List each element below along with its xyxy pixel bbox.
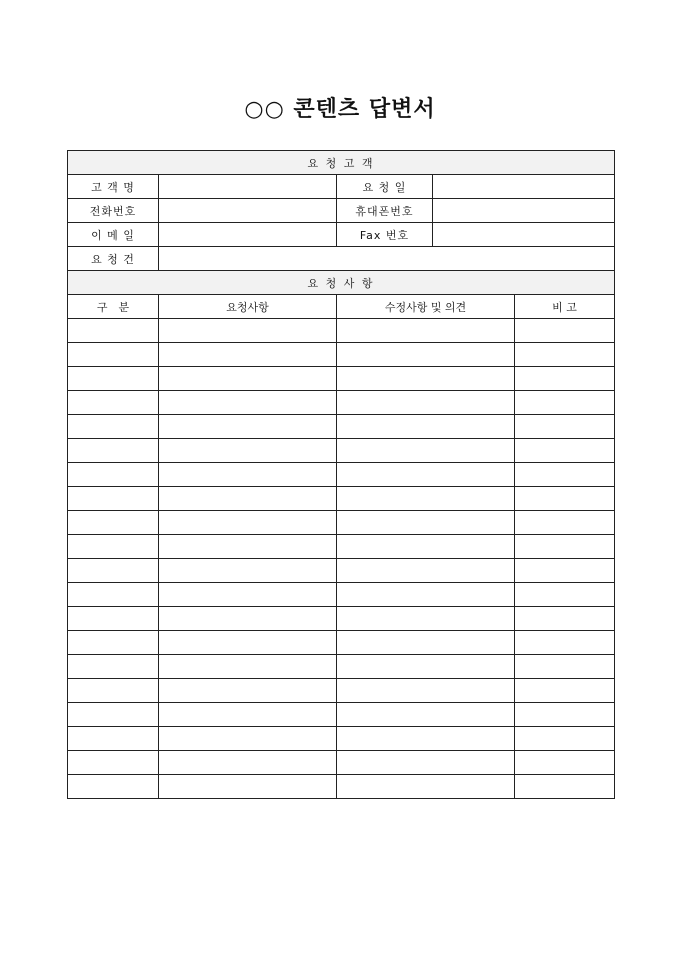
request-details-cell[interactable] [159, 439, 337, 463]
table-row [68, 583, 615, 607]
request-item-field[interactable] [159, 247, 615, 271]
table-row [68, 559, 615, 583]
request-details-cell[interactable] [159, 343, 337, 367]
category-cell[interactable] [68, 343, 159, 367]
request-details-cell[interactable] [159, 511, 337, 535]
table-row [68, 415, 615, 439]
remarks-cell[interactable] [515, 751, 615, 775]
category-cell[interactable] [68, 583, 159, 607]
request-details-cell[interactable] [159, 607, 337, 631]
category-cell[interactable] [68, 439, 159, 463]
request-columns-row [68, 295, 615, 319]
remarks-cell[interactable] [515, 343, 615, 367]
customer-section-header: 요 청 고 객 [68, 151, 615, 175]
table-row [68, 439, 615, 463]
table-row [68, 775, 615, 799]
remarks-cell[interactable] [515, 463, 615, 487]
remarks-cell[interactable] [515, 631, 615, 655]
category-cell[interactable] [68, 511, 159, 535]
request-details-cell[interactable] [159, 391, 337, 415]
revision-opinion-cell[interactable] [337, 727, 515, 751]
request-details-cell[interactable] [159, 775, 337, 799]
remarks-cell[interactable] [515, 703, 615, 727]
category-cell[interactable] [68, 775, 159, 799]
table-row [68, 631, 615, 655]
mobile-label: 휴대폰번호 [337, 199, 433, 223]
column-category: 구 분 [68, 295, 159, 319]
request-section-header-row [68, 271, 615, 295]
revision-opinion-cell[interactable] [337, 703, 515, 727]
table-row [68, 607, 615, 631]
category-cell[interactable] [68, 679, 159, 703]
table-row [68, 679, 615, 703]
remarks-cell[interactable] [515, 415, 615, 439]
revision-opinion-cell[interactable] [337, 535, 515, 559]
category-cell[interactable] [68, 535, 159, 559]
table-row [68, 463, 615, 487]
remarks-cell[interactable] [515, 535, 615, 559]
revision-opinion-cell[interactable] [337, 439, 515, 463]
category-cell[interactable] [68, 391, 159, 415]
table-row [68, 703, 615, 727]
customer-name-field[interactable] [159, 175, 337, 199]
revision-opinion-cell[interactable] [337, 343, 515, 367]
category-cell[interactable] [68, 703, 159, 727]
category-cell[interactable] [68, 607, 159, 631]
table-row [68, 727, 615, 751]
request-details-cell[interactable] [159, 463, 337, 487]
revision-opinion-cell[interactable] [337, 463, 515, 487]
request-section-header: 요 청 사 항 [68, 271, 615, 295]
remarks-cell[interactable] [515, 367, 615, 391]
email-label: 이 메 일 [68, 223, 159, 247]
category-cell[interactable] [68, 727, 159, 751]
request-item-row [68, 247, 615, 271]
request-date-label: 요 청 일 [337, 175, 433, 199]
table-row [68, 391, 615, 415]
revision-opinion-cell[interactable] [337, 415, 515, 439]
revision-opinion-cell[interactable] [337, 583, 515, 607]
request-details-cell[interactable] [159, 679, 337, 703]
remarks-cell[interactable] [515, 583, 615, 607]
category-cell[interactable] [68, 559, 159, 583]
email-row [68, 223, 615, 247]
remarks-cell[interactable] [515, 727, 615, 751]
category-cell[interactable] [68, 487, 159, 511]
revision-opinion-cell[interactable] [337, 559, 515, 583]
email-field[interactable] [159, 223, 337, 247]
table-row [68, 343, 615, 367]
page-title: ○○ 콘텐츠 답변서 [244, 97, 436, 122]
category-cell[interactable] [68, 631, 159, 655]
request-details-cell[interactable] [159, 631, 337, 655]
request-details-cell[interactable] [159, 559, 337, 583]
revision-opinion-cell[interactable] [337, 775, 515, 799]
request-details-cell[interactable] [159, 727, 337, 751]
request-details-cell[interactable] [159, 751, 337, 775]
category-cell[interactable] [68, 655, 159, 679]
request-date-field[interactable] [433, 175, 615, 199]
table-row [68, 511, 615, 535]
request-details-cell[interactable] [159, 367, 337, 391]
remarks-cell[interactable] [515, 439, 615, 463]
column-remarks: 비 고 [515, 295, 615, 319]
fax-field[interactable] [433, 223, 615, 247]
revision-opinion-cell[interactable] [337, 631, 515, 655]
response-form-table [67, 150, 615, 799]
remarks-cell[interactable] [515, 319, 615, 343]
remarks-cell[interactable] [515, 511, 615, 535]
remarks-cell[interactable] [515, 607, 615, 631]
request-details-cell[interactable] [159, 703, 337, 727]
remarks-cell[interactable] [515, 775, 615, 799]
phone-field[interactable] [159, 199, 337, 223]
revision-opinion-cell[interactable] [337, 391, 515, 415]
revision-opinion-cell[interactable] [337, 487, 515, 511]
request-details-cell[interactable] [159, 319, 337, 343]
category-cell[interactable] [68, 751, 159, 775]
column-request-details: 요청사항 [159, 295, 337, 319]
category-cell[interactable] [68, 367, 159, 391]
request-details-cell[interactable] [159, 415, 337, 439]
mobile-field[interactable] [433, 199, 615, 223]
table-row [68, 535, 615, 559]
phone-label: 전화번호 [68, 199, 159, 223]
phone-row [68, 199, 615, 223]
request-details-cell[interactable] [159, 487, 337, 511]
revision-opinion-cell[interactable] [337, 679, 515, 703]
remarks-cell[interactable] [515, 679, 615, 703]
table-row [68, 367, 615, 391]
table-row [68, 487, 615, 511]
revision-opinion-cell[interactable] [337, 319, 515, 343]
remarks-cell[interactable] [515, 655, 615, 679]
column-revision-opinion: 수정사항 및 의견 [337, 295, 515, 319]
revision-opinion-cell[interactable] [337, 367, 515, 391]
category-cell[interactable] [68, 319, 159, 343]
revision-opinion-cell[interactable] [337, 511, 515, 535]
customer-section-header-row [68, 151, 615, 175]
revision-opinion-cell[interactable] [337, 751, 515, 775]
request-details-cell[interactable] [159, 535, 337, 559]
revision-opinion-cell[interactable] [337, 655, 515, 679]
remarks-cell[interactable] [515, 487, 615, 511]
request-item-label: 요 청 건 [68, 247, 159, 271]
revision-opinion-cell[interactable] [337, 607, 515, 631]
remarks-cell[interactable] [515, 391, 615, 415]
request-details-cell[interactable] [159, 655, 337, 679]
table-row [68, 751, 615, 775]
table-row [68, 655, 615, 679]
category-cell[interactable] [68, 463, 159, 487]
category-cell[interactable] [68, 415, 159, 439]
remarks-cell[interactable] [515, 559, 615, 583]
fax-label: Fax 번호 [337, 223, 433, 247]
table-row [68, 319, 615, 343]
customer-name-label: 고 객 명 [68, 175, 159, 199]
customer-name-row [68, 175, 615, 199]
request-details-cell[interactable] [159, 583, 337, 607]
